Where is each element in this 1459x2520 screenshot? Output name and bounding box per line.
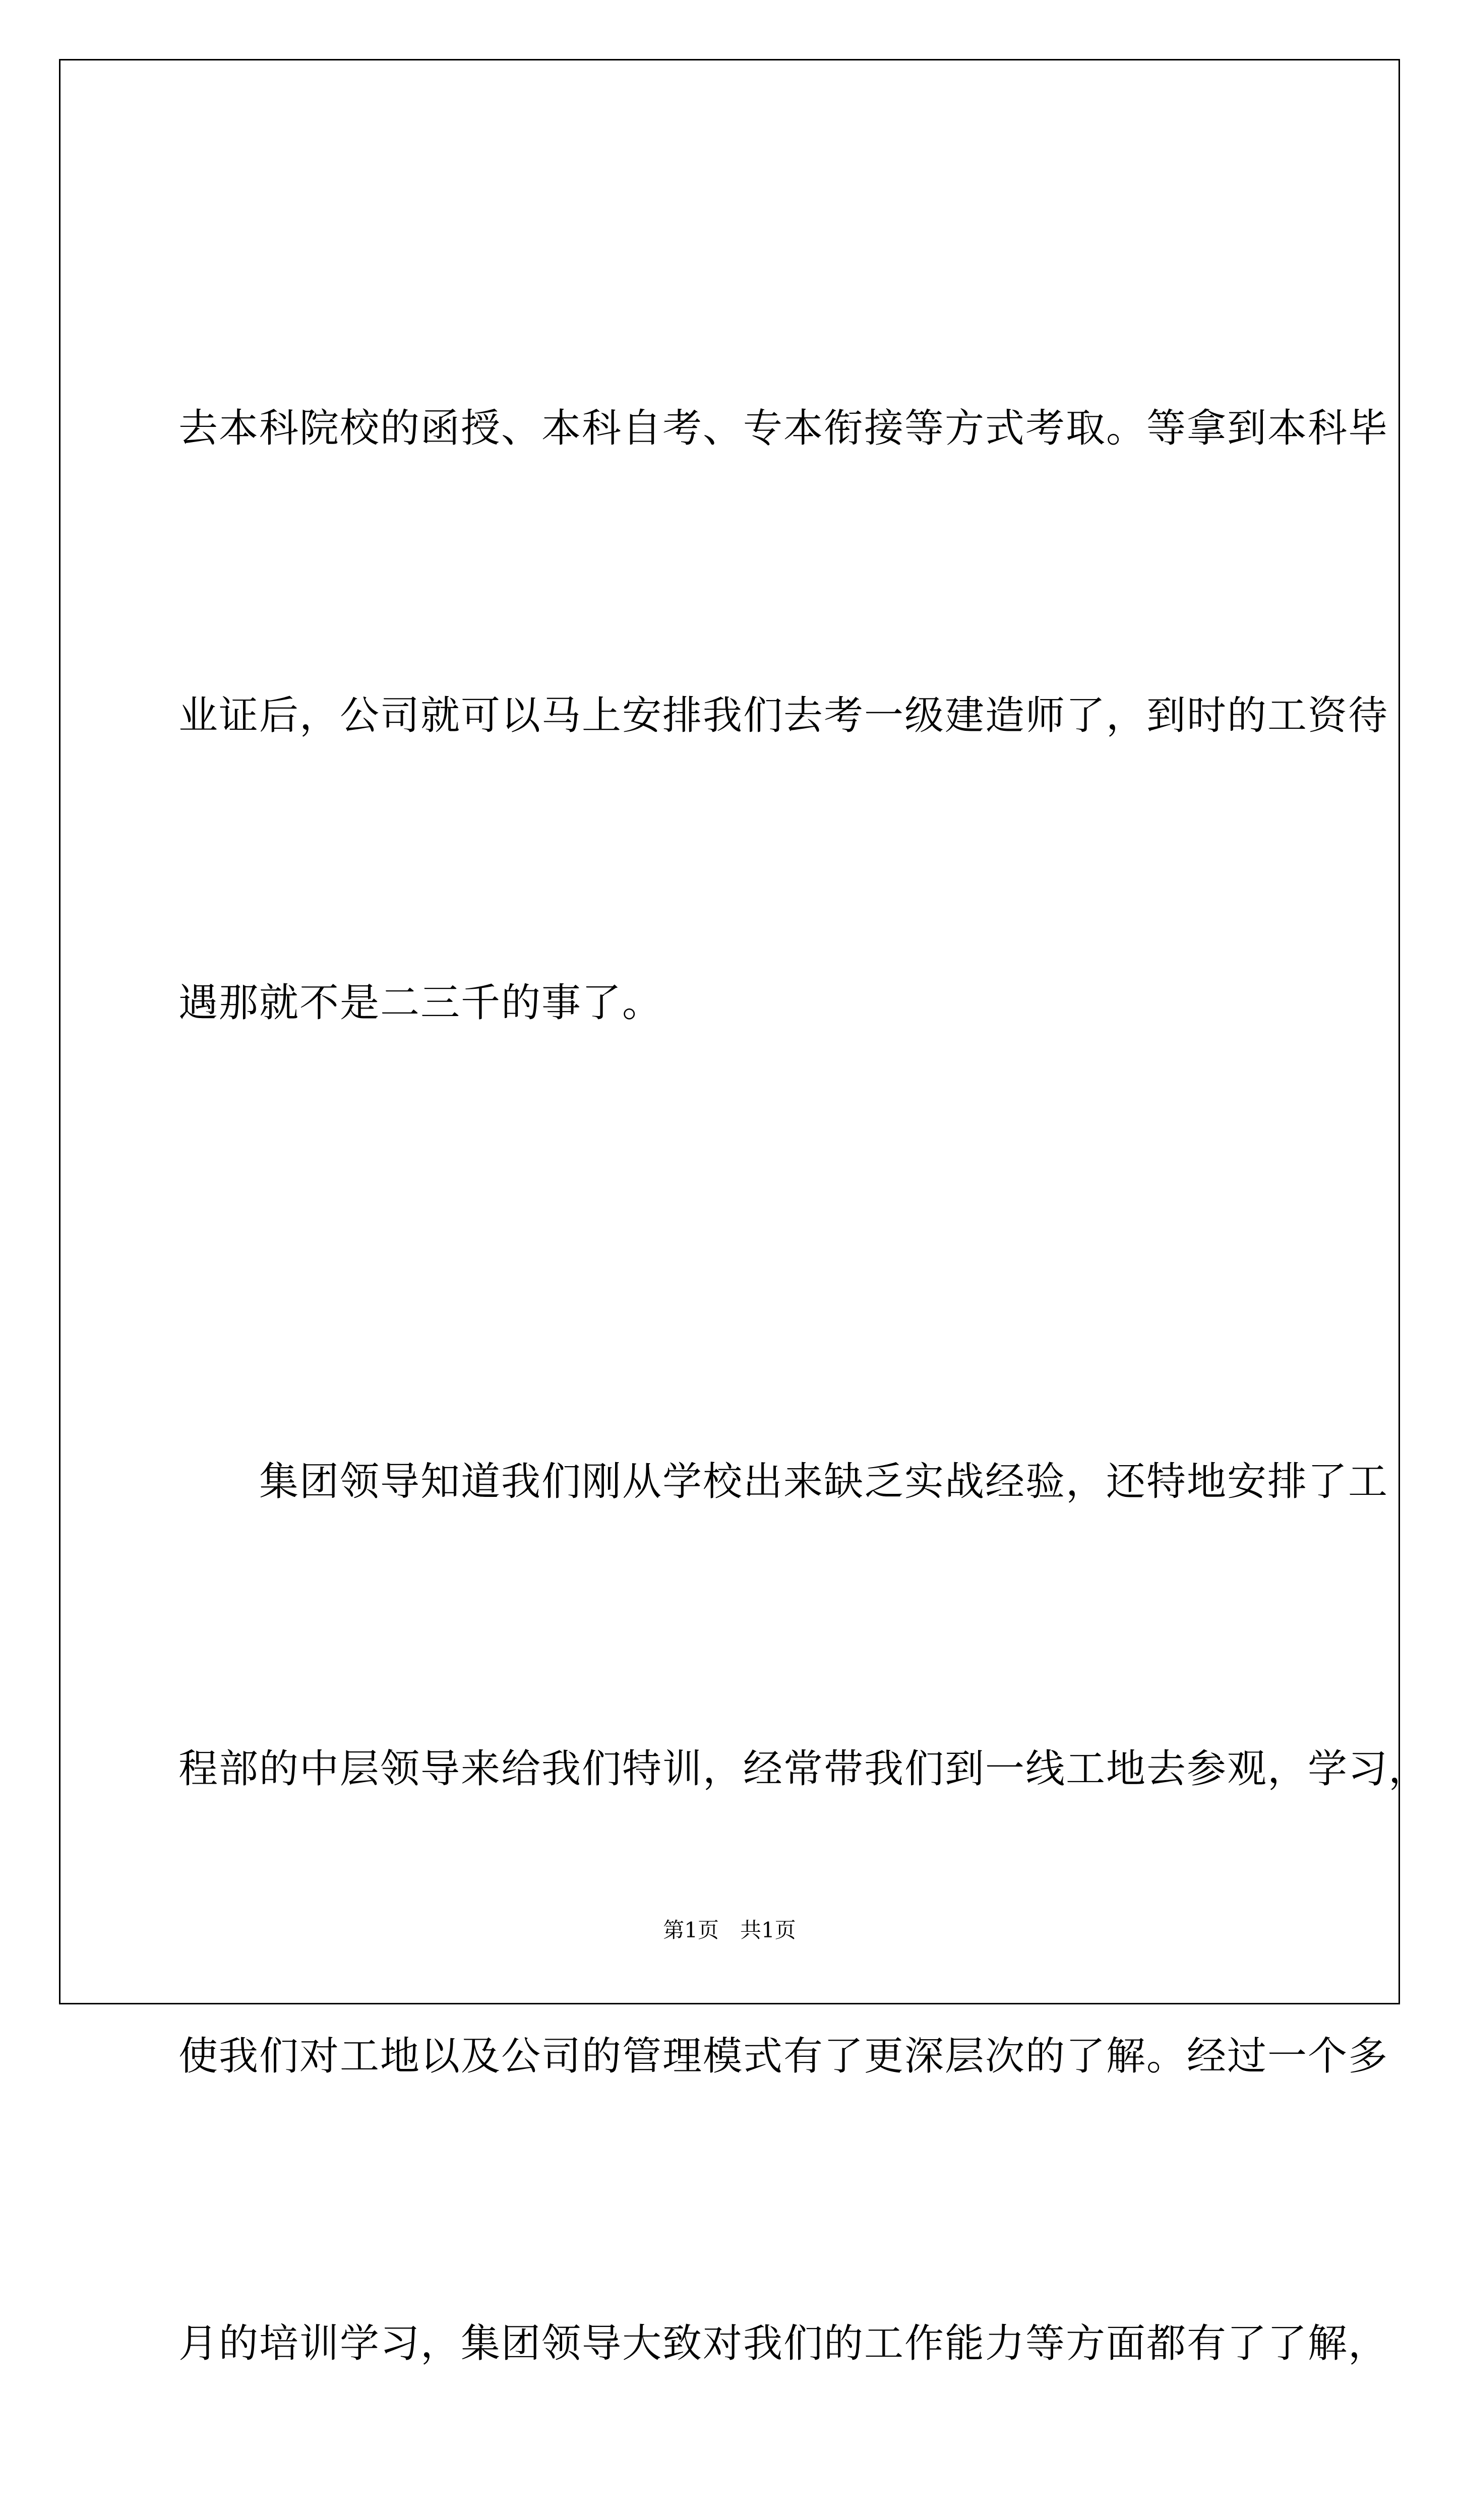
text-line: 月的培训学习，集团领导大致对我们的工作能力等方面都有了了解， bbox=[178, 2321, 1389, 2366]
paragraph-1 bbox=[178, 189, 1389, 1242]
text-line: 去本科院校的函授、本科自考、专本衔接等方式考取。等拿到本科毕 bbox=[178, 406, 1389, 451]
paragraph-2 bbox=[178, 1242, 1429, 2520]
text-line: 业证后，公司就可以马上安排我们去考一级建造师了，到时的工资待 bbox=[178, 693, 1389, 738]
text-line: 程部的中层领导来给我们特训，经常带我们到一线工地去参观，学习， bbox=[178, 1746, 1429, 1792]
document-body bbox=[178, 189, 1429, 2520]
text-line: 集团领导知道我们刚从学校出来缺乏实战经验，还特地安排了工 bbox=[178, 1459, 1389, 1504]
text-line: 使我们对工地以及公司的管理模式有了更深层次的了解。经过一个多 bbox=[178, 2034, 1389, 2079]
text-line: 遇那就不是二三千的事了。 bbox=[178, 980, 663, 1026]
page-footer bbox=[0, 1915, 1459, 1945]
page-number-label: 第1页 共1页 bbox=[663, 1918, 796, 1942]
